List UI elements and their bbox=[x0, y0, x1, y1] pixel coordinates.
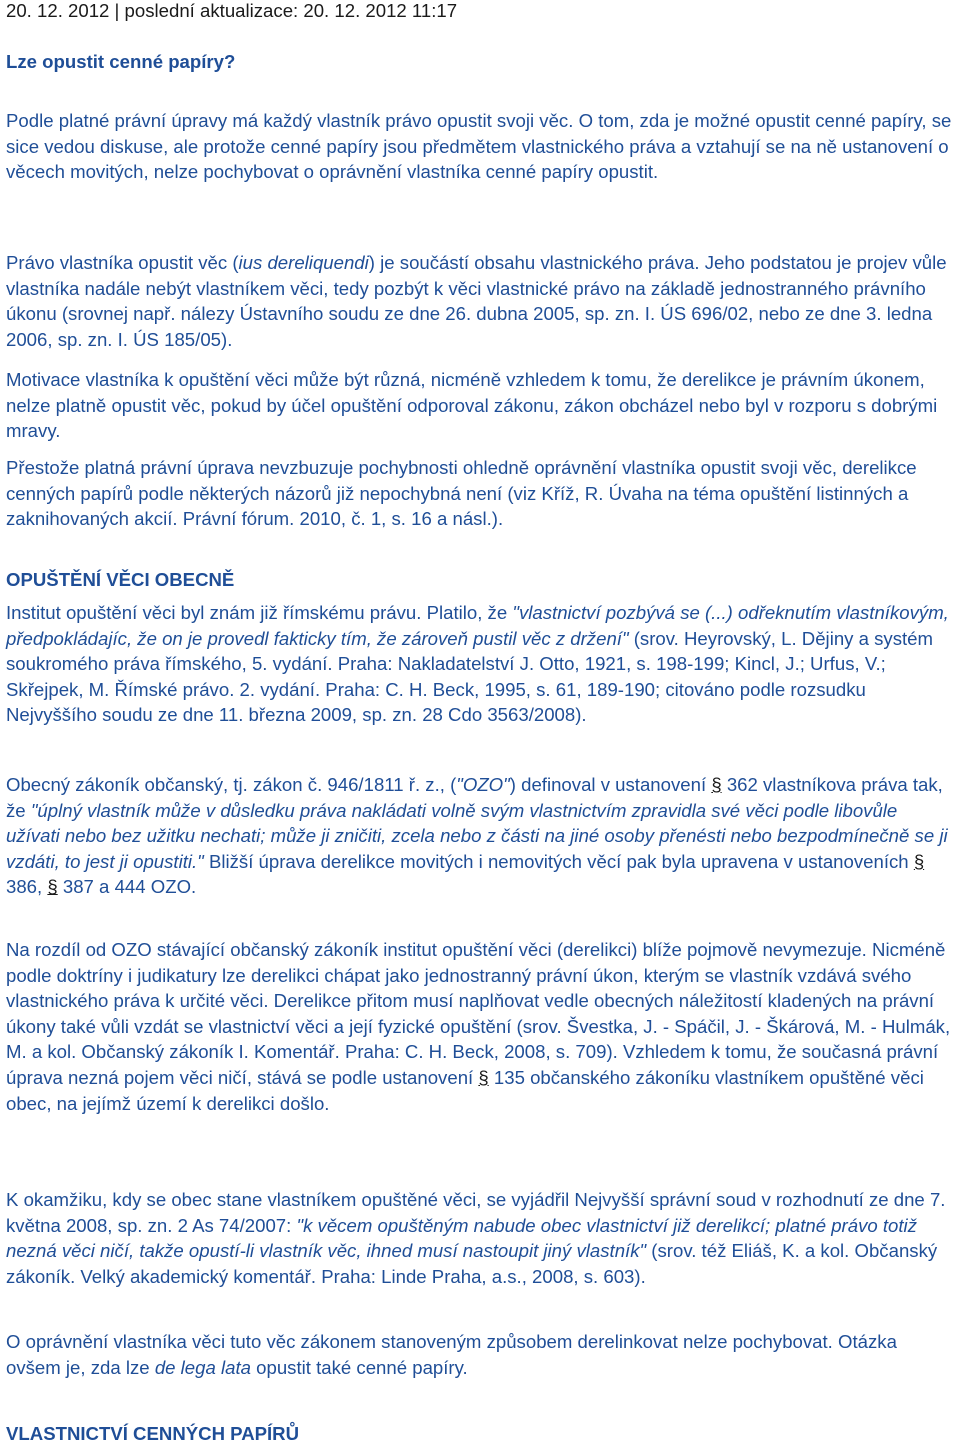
intro-lead: Podle platné právní úpravy má každý vlastník právo opustit svoji věc. bbox=[6, 110, 574, 131]
section-sign-387[interactable]: § bbox=[47, 876, 58, 898]
okamziku-quote: "k věcem opuštěným nabude obec vlastnictví již derelikcí; platné právo totiž nezná věci ničí, takže opustí-li vlastník věc, ihned musí nastoupit jiný vlastník" bbox=[6, 1214, 917, 1262]
ozo-paragraph bbox=[6, 772, 954, 900]
rozdil-text-b: 135 občanského zákoníku vlastníkem opuštěné věci obec, na jejímž území k derelikci došlo. bbox=[6, 1066, 924, 1114]
opravneni-latin: de lega lata bbox=[154, 1356, 251, 1378]
intro-rest: O tom, zda je možné opustit cenné papíry, se sice vedou diskuse, ale protože cenné papíry jsou předmětem vlastnického práva a vztahují se na ně ustanovení o věcech movitých, nelze pochybovat o oprávnění vlastníka cenné papíry opustit. bbox=[6, 110, 952, 183]
okamziku-text-b: (srov. též Eliáš, K. a kol. Občanský zákoník. Velký akademický komentář. Praha: Linde Praha, a.s., 2008, s. 603). bbox=[6, 1240, 938, 1287]
ozo-text-d: Bližší úprava derelikce movitých i nemovitých věcí pak byla upravena v ustanoveních bbox=[203, 850, 914, 872]
opravneni-text-b: opustit také cenné papíry. bbox=[250, 1356, 468, 1378]
article-title: Lze opustit cenné papíry? bbox=[6, 51, 236, 72]
institut-text-a: Institut opuštění věci byl znám již římskému právu. Platilo, že bbox=[6, 602, 513, 623]
rozdil-text-a: Na rozdíl od OZO stávající občanský zákoník institut opuštění věci (derelikci) blíže pojmově nevymezuje. Nicméně podle doktríny i judikatury lze derelikci chápat jako jednostranný právní úkon, kterým se vlastník vzdává svého vlastnického práva k určité věci. Derelikce přitom musí naplňovat vedle obecných náležitostí kladených na právní úkony také vůli vzdát se vlastnictví věci a její fyzické opuštění (srov. Švestka, J. - Spáčil, J. - Škárová, M. - Hulmák, M. a kol. Občanský zákoník I. Komentář. Praha: C. H. Beck, 2008, s. 709). Vzhledem k tomu, že současná právní úprava nezná pojem věci ničí, stává se podle ustanovení bbox=[6, 939, 951, 1088]
ozo-text-b: ) definoval v ustanovení bbox=[509, 774, 712, 795]
institut-text-b: (srov. Heyrovský, L. Dějiny a systém soukromého práva římského, 5. vydání. Praha: Nakladatelství J. Otto, 1921, s. 198-199; Kincl, J.; Urfus, V.; Skřejpek, M. Římské právo. 2. vydání. Praha: C. H. Beck, 1995, s. 61, 189-190; citováno podle rozsudku Nejvyššího soudu ze dne 11. března 2009, sp. zn. 28 Cdo 3563/2008). bbox=[6, 627, 934, 726]
question-paragraph bbox=[6, 1329, 954, 1380]
article-date: 20. 12. 2012 | poslední aktualizace: 20. 12. 2012 11:17 bbox=[6, 0, 458, 21]
motivation-paragraph: Motivace vlastníka k opuštění věci může být různá, nicméně vzhledem k tomu, že derelikce je právním úkonem, nelze platně opustit věc, pokud by účel opuštění odporoval zákonu, zákon obcházel nebo byl v rozporu s dobrými mravy. bbox=[6, 369, 938, 442]
okamziku-text-a: K okamžiku, kdy se obec stane vlastníkem opuštěné věci, se vyjádřil Nejvyšší správní soud v rozhodnutí ze dne 7. května 2008, sp. zn. 2 As 74/2007: bbox=[6, 1189, 946, 1236]
court-decision-paragraph bbox=[6, 1187, 954, 1289]
intro-paragraph bbox=[6, 108, 954, 185]
ius-dereliquendi-paragraph bbox=[6, 250, 954, 352]
section-sign-386[interactable]: § bbox=[913, 850, 925, 872]
ius-term: ius dereliquendi bbox=[238, 252, 369, 273]
ozo-abbrev: "OZO" bbox=[456, 774, 510, 795]
roman-law-paragraph bbox=[6, 600, 954, 728]
current-code-paragraph bbox=[6, 937, 954, 1116]
ozo-text-c: 362 vlastníkova práva tak, že bbox=[6, 774, 943, 821]
opravneni-text-a: O oprávnění vlastníka věci tuto věc zákonem stanoveným způsobem derelinkovat nelze pochybovat. Otázka ovšem je, zda lze bbox=[6, 1331, 897, 1378]
section-heading-ownership: VLASTNICTVÍ CENNÝCH PAPÍRŮ bbox=[6, 1423, 300, 1444]
ozo-quote: "úplný vlastník může v důsledku práva nakládati volně svým vlastnictvím zpravidla své věci podle libovůle užívati nebo bez užitku nechati; může ji zničiti, zcela nebo z části na jiné osoby přenésti nebo bezpodmínečně se ji vzdáti, to jest ji opustiti." bbox=[6, 799, 948, 872]
ozo-text-e: 386, bbox=[6, 876, 48, 898]
ius-text-a: Právo vlastníka opustit věc ( bbox=[6, 252, 239, 273]
securities-doubt-paragraph: Přestože platná právní úprava nevzbuzuje pochybnosti ohledně oprávnění vlastníka opustit svoji věc, derelikce cenných papírů podle některých názorů již nepochybná není (viz Kříž, R. Úvaha na téma opuštění listinných a zaknihovaných akcií. Právní fórum. 2010, č. 1, s. 16 a násl.). bbox=[6, 457, 917, 530]
ozo-text-f: 387 a 444 OZO. bbox=[57, 876, 197, 898]
ius-text-c: Jeho podstatou je projev vůle vlastníka nadále nebýt vlastníkem věci, tedy pozbýt k věci vlastnické právo na základě jednostranného právního úkonu (srovnej např. nálezy Ústavního soudu ze dne 26. dubna 2005, sp. zn. I. ÚS 696/02, nebo ze dne 3. ledna 2006, sp. zn. I. ÚS 185/05). bbox=[6, 252, 947, 350]
ozo-text-a: Obecný zákoník občanský, tj. zákon č. 946/1811 ř. z., ( bbox=[6, 774, 457, 795]
ius-text-b: ) je součástí obsahu vlastnického práva. bbox=[368, 252, 700, 273]
section-sign-135[interactable]: § bbox=[478, 1066, 489, 1088]
section-sign-362[interactable]: § bbox=[711, 774, 722, 795]
section-heading-abandonment: OPUŠTĚNÍ VĚCI OBECNĚ bbox=[6, 569, 235, 590]
institut-quote: "vlastnictví pozbývá se (...) odřeknutím vlastníkovým, předpokládajíc, že on je provedl fakticky tím, že zároveň pustil věc z držení" bbox=[6, 602, 949, 649]
